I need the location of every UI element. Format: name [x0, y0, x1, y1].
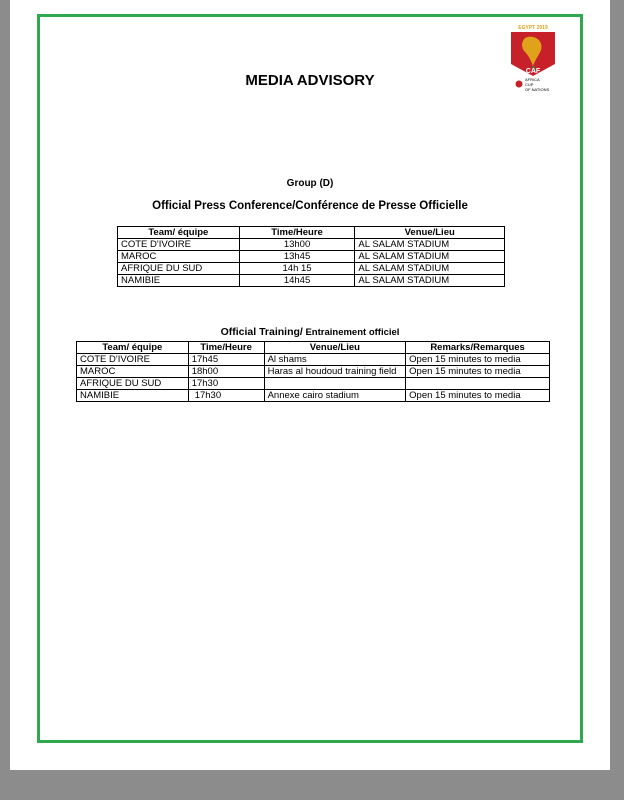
logo-brand: CAF	[525, 68, 541, 75]
time-cell: 13h45	[239, 251, 355, 263]
remarks-cell: Open 15 minutes to media	[406, 366, 550, 378]
table-row	[118, 263, 505, 275]
press-conference-table	[117, 226, 505, 287]
remarks-cell	[406, 378, 550, 390]
venue-cell: AL SALAM STADIUM	[355, 275, 505, 287]
table-row	[118, 251, 505, 263]
team-cell: AFRIQUE DU SUD	[118, 263, 240, 275]
training-table	[76, 341, 550, 402]
table-row	[77, 354, 550, 366]
team-cell: COTE D'IVOIRE	[77, 354, 189, 366]
training-title-main: Official Training/	[220, 326, 303, 338]
time-cell: 17h30	[188, 390, 264, 402]
logo-line3: OF NATIONS	[525, 87, 550, 92]
column-header: Venue/Lieu	[355, 227, 505, 239]
table-row	[77, 366, 550, 378]
venue-cell: Annexe cairo stadium	[264, 390, 406, 402]
press-conference-title: Official Press Conference/Conférence de Presse Officielle	[152, 200, 468, 212]
venue-cell	[264, 378, 406, 390]
training-title-sub: Entrainement officiel	[302, 327, 400, 338]
column-header: Team/ équipe	[118, 227, 240, 239]
logo-top-text: EGYPT 2019	[518, 25, 548, 31]
column-header: Time/Heure	[239, 227, 355, 239]
time-cell: 18h00	[188, 366, 264, 378]
time-cell: 17h45	[188, 354, 264, 366]
team-cell: NAMIBIE	[118, 275, 240, 287]
logo-line1: AFRICA	[525, 77, 540, 82]
team-cell: MAROC	[77, 366, 189, 378]
remarks-cell: Open 15 minutes to media	[406, 354, 550, 366]
team-cell: AFRIQUE DU SUD	[77, 378, 189, 390]
remarks-cell: Open 15 minutes to media	[406, 390, 550, 402]
venue-cell: AL SALAM STADIUM	[355, 251, 505, 263]
time-cell: 14h 15	[239, 263, 355, 275]
column-header: Remarks/Remarques	[406, 342, 550, 354]
table-row	[118, 275, 505, 287]
training-title	[10, 326, 610, 338]
team-cell: COTE D'IVOIRE	[118, 239, 240, 251]
table-header-row	[118, 227, 505, 239]
time-cell: 14h45	[239, 275, 355, 287]
venue-cell: AL SALAM STADIUM	[355, 239, 505, 251]
logo-line2: CUP	[525, 82, 534, 87]
venue-cell: Haras al houdoud training field	[264, 366, 406, 378]
venue-cell: AL SALAM STADIUM	[355, 263, 505, 275]
table-row	[77, 390, 550, 402]
document-page	[10, 0, 610, 770]
page-title: MEDIA ADVISORY	[245, 72, 375, 89]
time-cell: 13h00	[239, 239, 355, 251]
team-cell: NAMIBIE	[77, 390, 189, 402]
table-row	[77, 378, 550, 390]
team-cell: MAROC	[118, 251, 240, 263]
time-cell: 17h30	[188, 378, 264, 390]
column-header: Team/ équipe	[77, 342, 189, 354]
group-label: Group (D)	[286, 178, 334, 189]
table-row	[118, 239, 505, 251]
column-header: Venue/Lieu	[264, 342, 406, 354]
table-header-row	[77, 342, 550, 354]
venue-cell: Al shams	[264, 354, 406, 366]
column-header: Time/Heure	[188, 342, 264, 354]
